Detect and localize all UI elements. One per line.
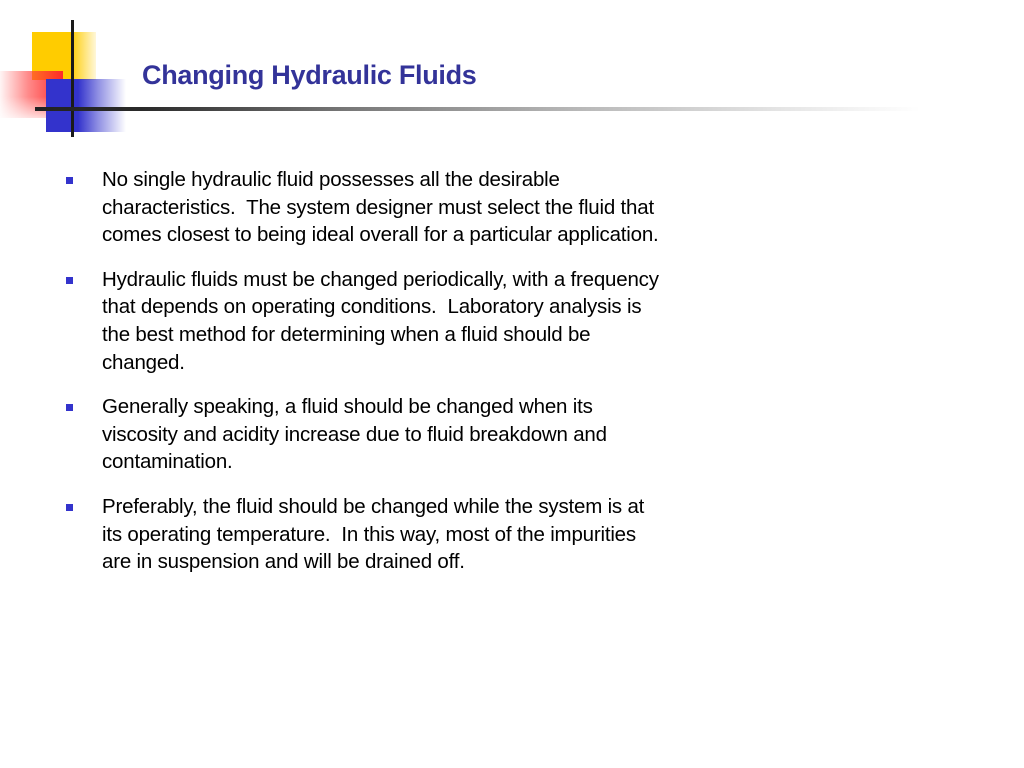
- square-bullet-icon: [66, 404, 73, 411]
- blue-square-shape: [46, 79, 126, 132]
- bullet-item: [64, 493, 664, 576]
- bullet-text: Hydraulic fluids must be changed periodically, with a frequency that depends on operating conditions. Laboratory analysis is the best method for determining when a fluid should be changed.: [102, 267, 665, 374]
- bullet-list: [64, 166, 664, 593]
- bullet-item: [64, 266, 664, 376]
- square-bullet-icon: [66, 177, 73, 184]
- square-bullet-icon: [66, 504, 73, 511]
- square-bullet-icon: [66, 277, 73, 284]
- bullet-text: Generally speaking, a fluid should be changed when its viscosity and acidity increase due to fluid breakdown and contamination.: [102, 395, 613, 474]
- bullet-item: [64, 166, 664, 249]
- slide-title: Changing Hydraulic Fluids: [142, 60, 477, 90]
- bullet-text: No single hydraulic fluid possesses all the desirable characteristics. The system designer must select the fluid that comes closest to being ideal overall for a particular application.: [102, 168, 660, 247]
- vertical-rule: [71, 20, 74, 137]
- bullet-item: [64, 393, 664, 476]
- title-underline-rule: [35, 107, 920, 111]
- bullet-text: Preferably, the fluid should be changed while the system is at its operating temperature. In this way, most of the impurities are in suspension and will be drained off.: [102, 494, 650, 574]
- decorative-logo-icon: [0, 0, 140, 140]
